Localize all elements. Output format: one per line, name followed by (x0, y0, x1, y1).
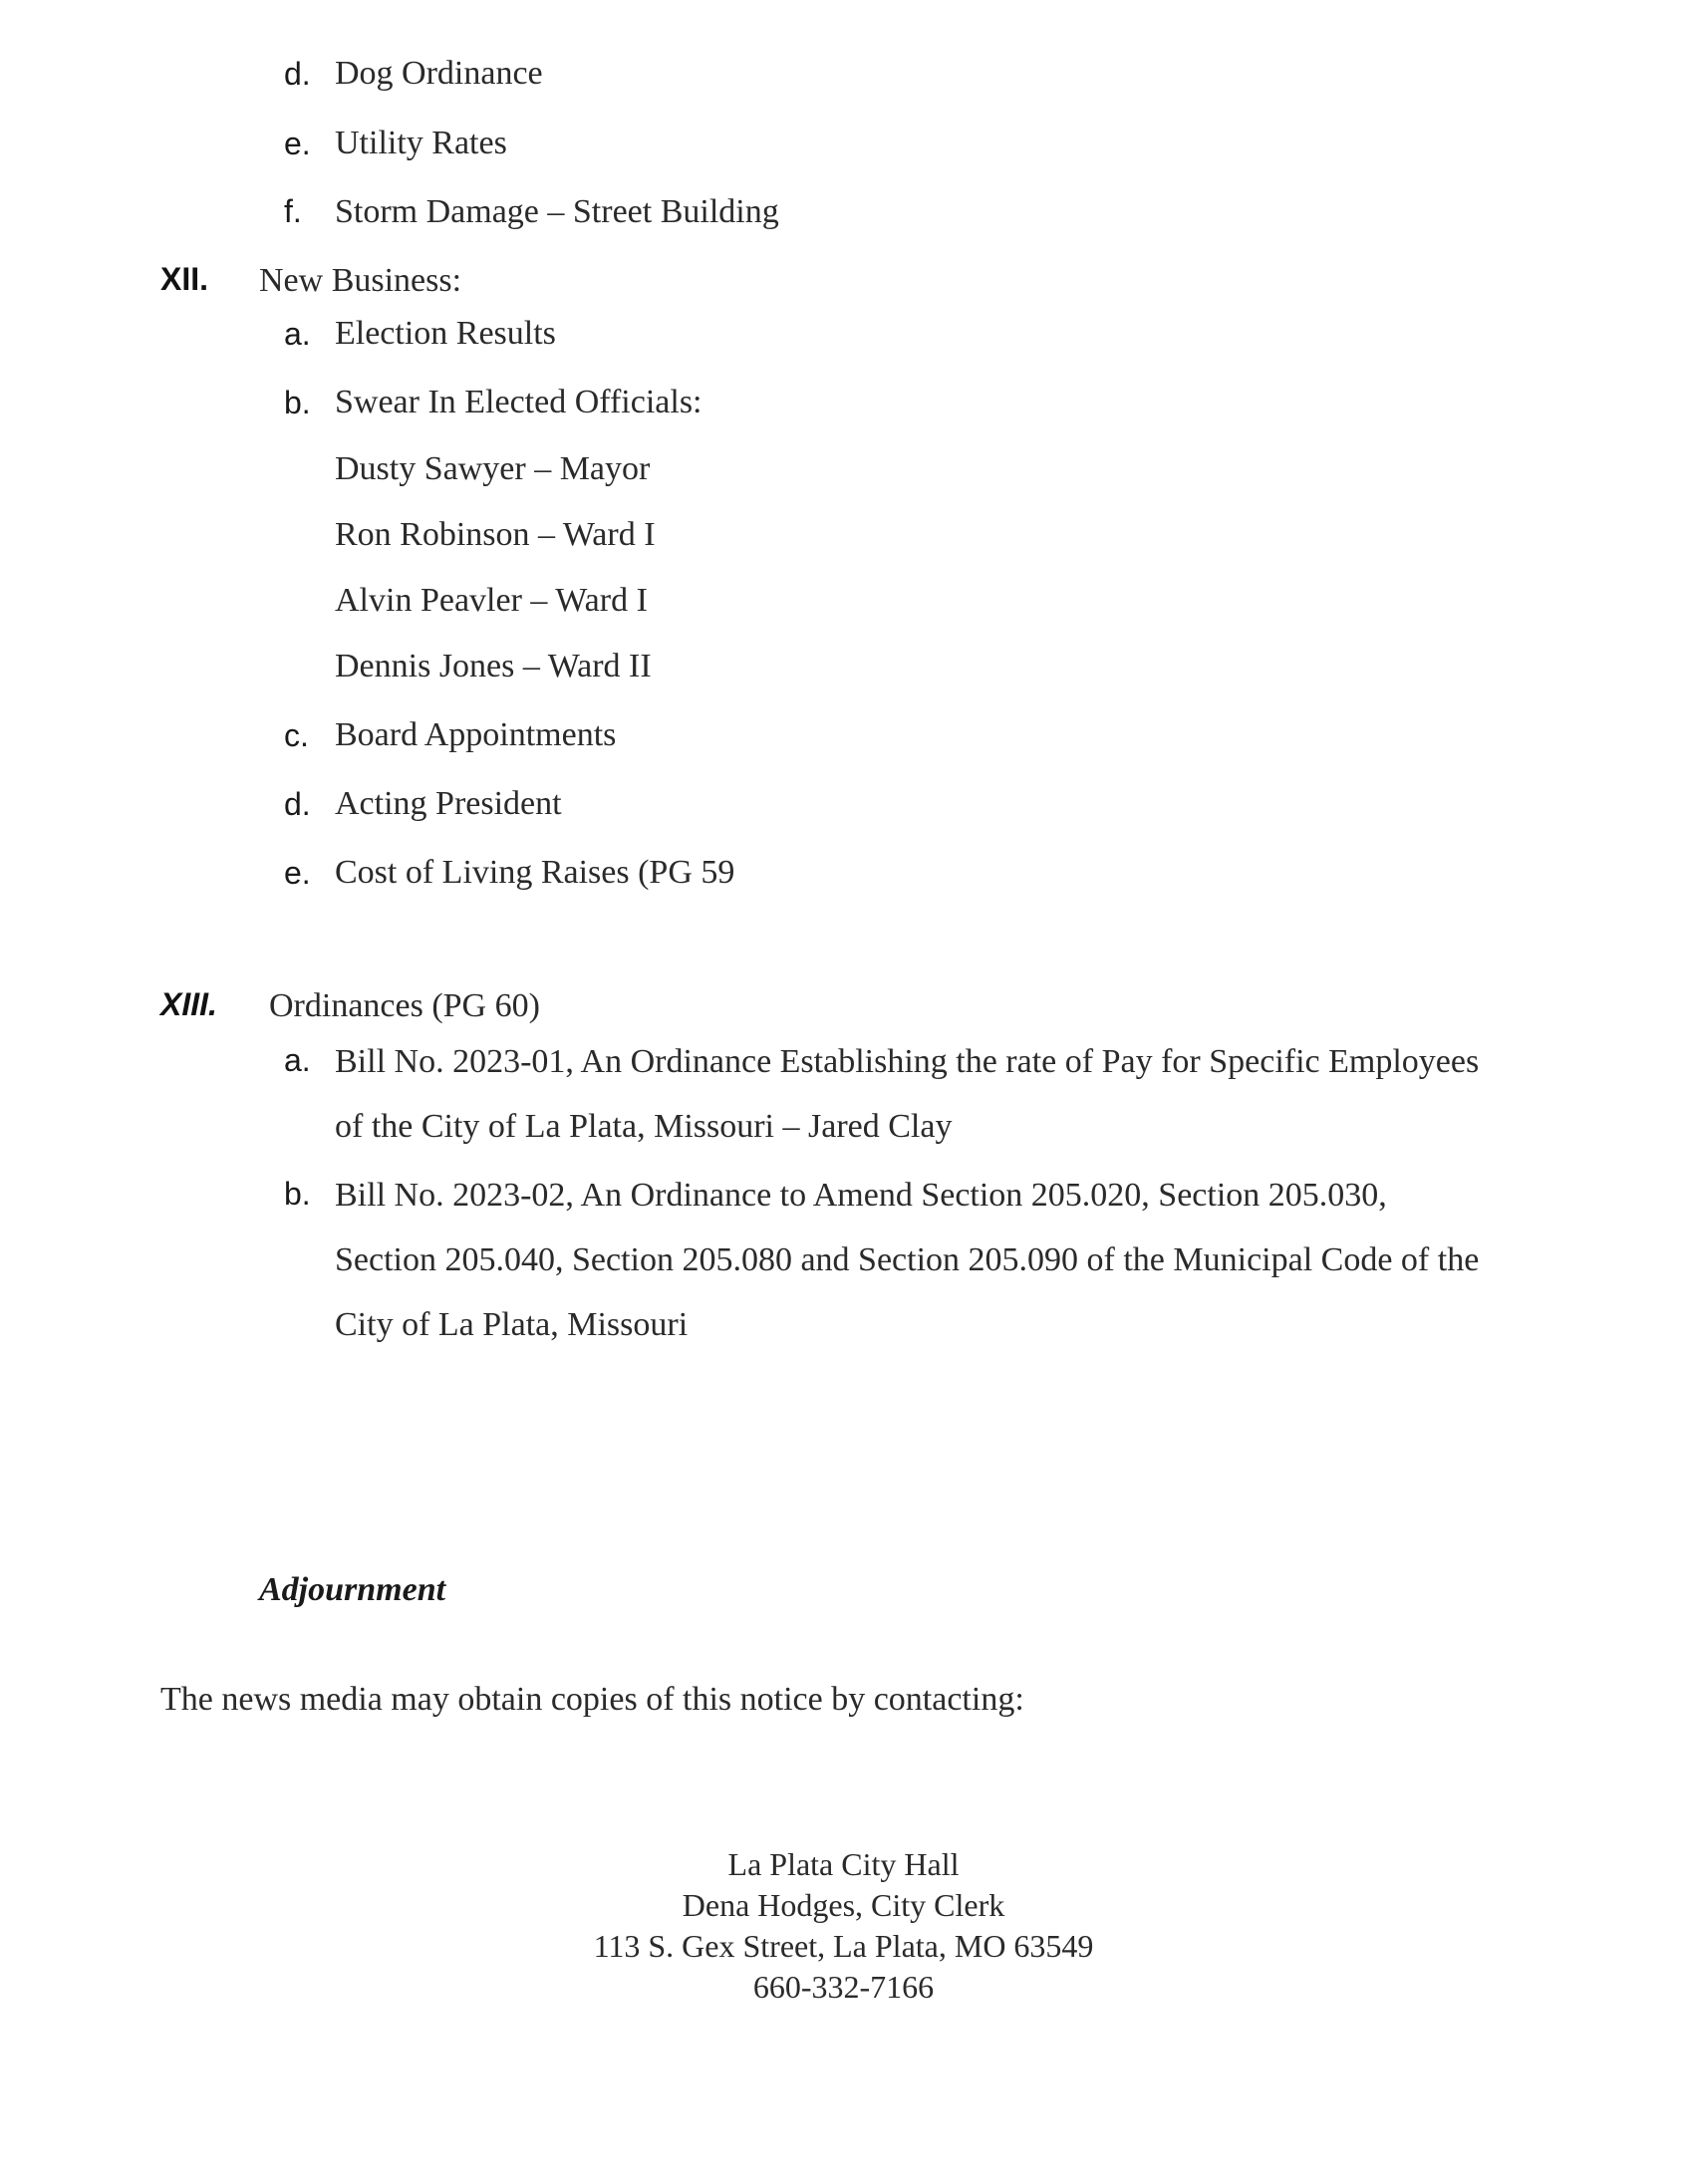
section-heading-new-business: New Business: (259, 262, 462, 299)
item-storm-damage: Storm Damage – Street Building (335, 193, 779, 230)
section-numeral-xiii: XIII. (160, 986, 217, 1022)
ordinance-a-line-1: Bill No. 2023-01, An Ordinance Establishing the rate of Pay for Specific Employees (335, 1043, 1480, 1080)
item-letter-b: b. (284, 385, 311, 420)
contact-address: 113 S. Gex Street, La Plata, MO 63549 (593, 1928, 1094, 1964)
official-ward-ii-jones: Dennis Jones – Ward II (335, 648, 652, 684)
ordinance-letter-a: a. (284, 1042, 311, 1078)
item-letter-a: a. (284, 316, 311, 352)
item-board-appointments: Board Appointments (335, 716, 617, 753)
adjournment-heading: Adjournment (259, 1571, 446, 1608)
item-letter-d2: d. (284, 786, 311, 822)
ordinance-b-line-3: City of La Plata, Missouri (335, 1306, 689, 1343)
contact-phone: 660-332-7166 (752, 1969, 935, 2005)
section-heading-ordinances: Ordinances (PG 60) (269, 987, 540, 1024)
item-swear-in: Swear In Elected Officials: (335, 384, 703, 420)
media-notice: The news media may obtain copies of this notice by contacting: (160, 1681, 1024, 1718)
item-election-results: Election Results (335, 315, 556, 352)
item-dog-ordinance: Dog Ordinance (335, 55, 543, 92)
ordinance-a-line-2: of the City of La Plata, Missouri – Jared Clay (335, 1108, 953, 1145)
ordinance-b-line-2: Section 205.040, Section 205.080 and Section 205.090 of the Municipal Code of the (335, 1241, 1480, 1278)
ordinance-b-line-1: Bill No. 2023-02, An Ordinance to Amend Section 205.020, Section 205.030, (335, 1177, 1387, 1214)
contact-clerk: Dena Hodges, City Clerk (682, 1887, 1005, 1923)
item-letter-f: f. (284, 193, 302, 229)
item-utility-rates: Utility Rates (335, 125, 507, 161)
item-acting-president: Acting President (335, 785, 562, 822)
official-ward-i-robinson: Ron Robinson – Ward I (335, 516, 656, 553)
ordinance-letter-b: b. (284, 1176, 311, 1212)
item-letter-d: d. (284, 56, 311, 92)
section-numeral-xii: XII. (160, 261, 209, 297)
item-letter-e: e. (284, 126, 311, 161)
item-letter-e2: e. (284, 855, 311, 891)
item-letter-c: c. (284, 717, 309, 753)
official-mayor: Dusty Sawyer – Mayor (335, 450, 651, 487)
official-ward-i-peavler: Alvin Peavler – Ward I (335, 582, 648, 619)
contact-office: La Plata City Hall (727, 1846, 960, 1882)
item-cost-of-living: Cost of Living Raises (PG 59 (335, 854, 735, 891)
